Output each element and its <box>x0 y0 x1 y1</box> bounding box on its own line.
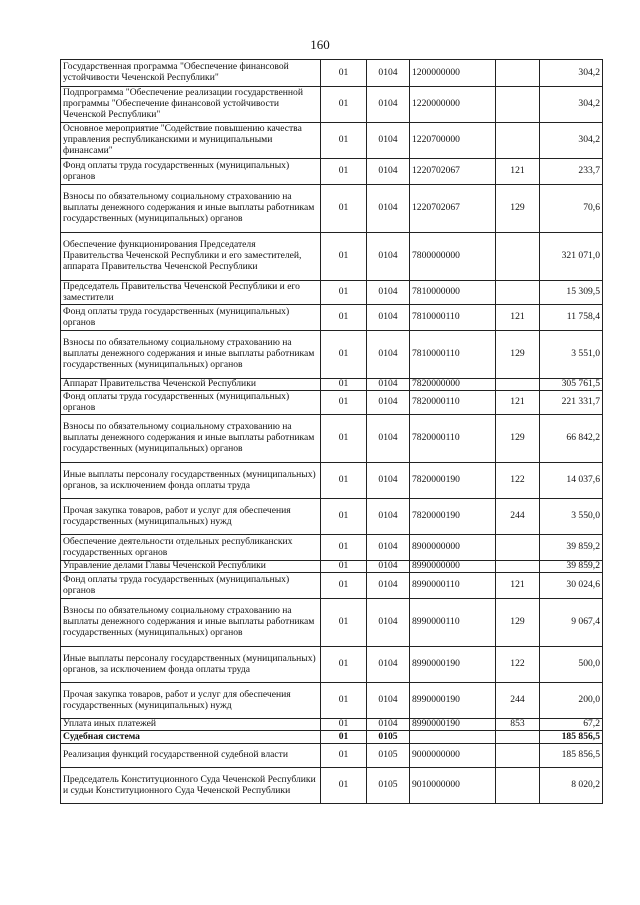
row-subsection: 0105 <box>367 744 410 768</box>
table-row <box>61 535 603 561</box>
row-name: Подпрограмма "Обеспечение реализации государственной программы "Обеспечение финансовой устойчивости Чеченской Республики" <box>61 87 321 123</box>
row-subsection: 0104 <box>367 391 410 415</box>
row-subsection: 0104 <box>367 599 410 647</box>
row-sum: 8 020,2 <box>540 768 603 804</box>
row-name: Председатель Конституционного Суда Чеченской Республики и судьи Конституционного Суда Чеченской Республики <box>61 768 321 804</box>
row-target-code: 1220702067 <box>410 159 496 185</box>
row-name: Реализация функций государственной судебной власти <box>61 744 321 768</box>
row-sum: 15 309,5 <box>540 281 603 305</box>
row-sum: 14 037,6 <box>540 463 603 499</box>
row-target-code: 8990000190 <box>410 647 496 683</box>
row-target-code <box>410 731 496 744</box>
table-row <box>61 683 603 719</box>
row-target-code: 7820000190 <box>410 463 496 499</box>
row-section: 01 <box>321 683 367 719</box>
row-expense-type <box>496 281 540 305</box>
row-subsection: 0104 <box>367 60 410 87</box>
row-expense-type <box>496 87 540 123</box>
row-expense-type: 244 <box>496 499 540 535</box>
row-expense-type <box>496 535 540 561</box>
row-section: 01 <box>321 379 367 391</box>
row-subsection: 0104 <box>367 281 410 305</box>
row-name: Уплата иных платежей <box>61 719 321 731</box>
row-expense-type <box>496 768 540 804</box>
row-sum: 305 761,5 <box>540 379 603 391</box>
row-expense-type: 121 <box>496 305 540 331</box>
row-name: Управление делами Главы Чеченской Республики <box>61 561 321 573</box>
row-expense-type <box>496 731 540 744</box>
row-subsection: 0104 <box>367 233 410 281</box>
row-sum: 321 071,0 <box>540 233 603 281</box>
table-row <box>61 573 603 599</box>
row-target-code: 7820000190 <box>410 499 496 535</box>
row-subsection: 0104 <box>367 331 410 379</box>
row-expense-type: 244 <box>496 683 540 719</box>
row-name: Обеспечение функционирования Председателя Правительства Чеченской Республики и его заместителей, аппарата Правительства Чеченской Республики <box>61 233 321 281</box>
row-sum: 39 859,2 <box>540 535 603 561</box>
table-row <box>61 87 603 123</box>
row-section: 01 <box>321 647 367 683</box>
table-row <box>61 159 603 185</box>
row-expense-type <box>496 60 540 87</box>
row-section: 01 <box>321 87 367 123</box>
row-target-code: 1220702067 <box>410 185 496 233</box>
row-subsection: 0104 <box>367 415 410 463</box>
page-number: 160 <box>310 37 330 52</box>
row-name: Прочая закупка товаров, работ и услуг для обеспечения государственных (муниципальных) нужд <box>61 499 321 535</box>
table-row <box>61 331 603 379</box>
row-expense-type: 129 <box>496 331 540 379</box>
row-target-code: 7810000110 <box>410 305 496 331</box>
row-section: 01 <box>321 391 367 415</box>
row-sum: 221 331,7 <box>540 391 603 415</box>
row-target-code: 7820000110 <box>410 391 496 415</box>
row-section: 01 <box>321 573 367 599</box>
table-row <box>61 379 603 391</box>
row-expense-type <box>496 744 540 768</box>
row-section: 01 <box>321 768 367 804</box>
table-row <box>61 731 603 744</box>
row-sum: 200,0 <box>540 683 603 719</box>
table-row <box>61 415 603 463</box>
table-row <box>61 719 603 731</box>
row-section: 01 <box>321 185 367 233</box>
row-expense-type: 122 <box>496 463 540 499</box>
row-subsection: 0104 <box>367 123 410 159</box>
row-expense-type: 121 <box>496 391 540 415</box>
row-subsection: 0104 <box>367 499 410 535</box>
row-sum: 70,6 <box>540 185 603 233</box>
table-row <box>61 185 603 233</box>
row-target-code: 7810000110 <box>410 331 496 379</box>
row-name: Обеспечение деятельности отдельных республиканских государственных органов <box>61 535 321 561</box>
table-row <box>61 60 603 87</box>
row-name: Взносы по обязательному социальному страхованию на выплаты денежного содержания и иные выплаты работникам государственных (муниципальных) органов <box>61 331 321 379</box>
table-row <box>61 391 603 415</box>
row-section: 01 <box>321 305 367 331</box>
row-section: 01 <box>321 561 367 573</box>
row-section: 01 <box>321 463 367 499</box>
row-target-code: 7820000000 <box>410 379 496 391</box>
row-sum: 11 758,4 <box>540 305 603 331</box>
row-name: Аппарат Правительства Чеченской Республики <box>61 379 321 391</box>
row-sum: 3 550,0 <box>540 499 603 535</box>
table-row <box>61 123 603 159</box>
table-row <box>61 599 603 647</box>
row-sum: 185 856,5 <box>540 744 603 768</box>
row-section: 01 <box>321 159 367 185</box>
table-row <box>61 647 603 683</box>
row-expense-type: 853 <box>496 719 540 731</box>
row-subsection: 0104 <box>367 379 410 391</box>
row-subsection: 0104 <box>367 185 410 233</box>
row-name: Фонд оплаты труда государственных (муниципальных) органов <box>61 159 321 185</box>
row-sum: 3 551,0 <box>540 331 603 379</box>
row-name: Иные выплаты персоналу государственных (муниципальных) органов, за исключением фонда оплаты труда <box>61 463 321 499</box>
row-expense-type <box>496 379 540 391</box>
row-sum: 67,2 <box>540 719 603 731</box>
row-sum: 304,2 <box>540 123 603 159</box>
row-subsection: 0104 <box>367 683 410 719</box>
row-target-code: 8900000000 <box>410 535 496 561</box>
row-expense-type: 129 <box>496 599 540 647</box>
row-sum: 39 859,2 <box>540 561 603 573</box>
table-row <box>61 281 603 305</box>
row-name: Взносы по обязательному социальному страхованию на выплаты денежного содержания и иные выплаты работникам государственных (муниципальных) органов <box>61 599 321 647</box>
row-sum: 233,7 <box>540 159 603 185</box>
row-section: 01 <box>321 415 367 463</box>
row-subsection: 0105 <box>367 768 410 804</box>
row-section: 01 <box>321 599 367 647</box>
budget-table-body <box>61 60 603 804</box>
row-sum: 500,0 <box>540 647 603 683</box>
row-expense-type: 129 <box>496 415 540 463</box>
row-expense-type <box>496 561 540 573</box>
table-row <box>61 499 603 535</box>
row-expense-type <box>496 233 540 281</box>
row-name: Судебная система <box>61 731 321 744</box>
row-sum: 9 067,4 <box>540 599 603 647</box>
row-expense-type: 122 <box>496 647 540 683</box>
row-target-code: 9000000000 <box>410 744 496 768</box>
row-sum: 185 856,5 <box>540 731 603 744</box>
table-row <box>61 463 603 499</box>
row-target-code: 1220700000 <box>410 123 496 159</box>
row-subsection: 0104 <box>367 305 410 331</box>
table-row <box>61 305 603 331</box>
table-row <box>61 744 603 768</box>
row-section: 01 <box>321 719 367 731</box>
row-subsection: 0104 <box>367 159 410 185</box>
table-row <box>61 233 603 281</box>
row-subsection: 0104 <box>367 573 410 599</box>
row-target-code: 8990000190 <box>410 719 496 731</box>
row-target-code: 8990000000 <box>410 561 496 573</box>
row-target-code: 8990000110 <box>410 573 496 599</box>
row-expense-type: 121 <box>496 573 540 599</box>
row-name: Основное мероприятие "Содействие повышению качества управления республиканскими и муниципальными финансами" <box>61 123 321 159</box>
row-target-code: 7820000110 <box>410 415 496 463</box>
budget-table <box>60 59 603 804</box>
row-section: 01 <box>321 731 367 744</box>
row-name: Взносы по обязательному социальному страхованию на выплаты денежного содержания и иные выплаты работникам государственных (муниципальных) органов <box>61 185 321 233</box>
row-section: 01 <box>321 123 367 159</box>
row-subsection: 0104 <box>367 463 410 499</box>
table-row <box>61 561 603 573</box>
row-section: 01 <box>321 744 367 768</box>
row-name: Прочая закупка товаров, работ и услуг для обеспечения государственных (муниципальных) нужд <box>61 683 321 719</box>
row-target-code: 8990000110 <box>410 599 496 647</box>
row-target-code: 9010000000 <box>410 768 496 804</box>
row-expense-type <box>496 123 540 159</box>
row-expense-type: 129 <box>496 185 540 233</box>
row-subsection: 0104 <box>367 647 410 683</box>
row-subsection: 0104 <box>367 535 410 561</box>
row-target-code: 8990000190 <box>410 683 496 719</box>
row-target-code: 7810000000 <box>410 281 496 305</box>
row-name: Иные выплаты персоналу государственных (муниципальных) органов, за исключением фонда оплаты труда <box>61 647 321 683</box>
row-section: 01 <box>321 281 367 305</box>
row-subsection: 0104 <box>367 561 410 573</box>
row-subsection: 0104 <box>367 87 410 123</box>
row-sum: 30 024,6 <box>540 573 603 599</box>
row-sum: 304,2 <box>540 87 603 123</box>
row-subsection: 0105 <box>367 731 410 744</box>
table-row <box>61 768 603 804</box>
row-name: Фонд оплаты труда государственных (муниципальных) органов <box>61 305 321 331</box>
row-name: Фонд оплаты труда государственных (муниципальных) органов <box>61 391 321 415</box>
row-section: 01 <box>321 535 367 561</box>
row-section: 01 <box>321 499 367 535</box>
row-name: Председатель Правительства Чеченской Республики и его заместители <box>61 281 321 305</box>
row-section: 01 <box>321 233 367 281</box>
row-section: 01 <box>321 60 367 87</box>
row-sum: 304,2 <box>540 60 603 87</box>
row-target-code: 1200000000 <box>410 60 496 87</box>
row-subsection: 0104 <box>367 719 410 731</box>
row-section: 01 <box>321 331 367 379</box>
row-target-code: 7800000000 <box>410 233 496 281</box>
row-name: Государственная программа "Обеспечение финансовой устойчивости Чеченской Республики" <box>61 60 321 87</box>
row-target-code: 1220000000 <box>410 87 496 123</box>
row-expense-type: 121 <box>496 159 540 185</box>
row-name: Фонд оплаты труда государственных (муниципальных) органов <box>61 573 321 599</box>
row-name: Взносы по обязательному социальному страхованию на выплаты денежного содержания и иные выплаты работникам государственных (муниципальных) органов <box>61 415 321 463</box>
row-sum: 66 842,2 <box>540 415 603 463</box>
